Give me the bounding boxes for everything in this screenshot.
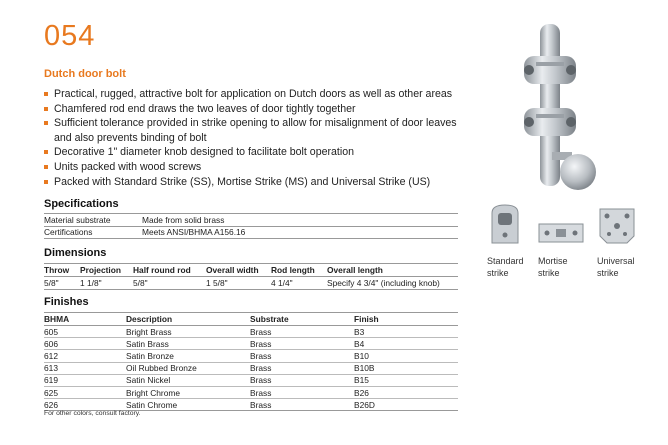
column-header: Finish <box>354 313 458 326</box>
table-row <box>44 226 458 239</box>
table-header-row <box>44 313 458 326</box>
standard-strike-label <box>487 256 524 279</box>
feature-item: Units packed with wood screws <box>44 160 469 175</box>
column-header: Overall width <box>206 264 271 277</box>
strike-label-line: strike <box>487 267 509 278</box>
table-row <box>44 277 458 290</box>
dimension-value: 5/8" <box>44 277 80 290</box>
feature-list <box>44 87 469 189</box>
dutch-door-bolt-image <box>508 22 614 198</box>
strike-label-line: Universal <box>597 256 635 266</box>
specifications-table <box>44 213 458 239</box>
bhma-cell: 605 <box>44 326 126 338</box>
bhma-cell: 619 <box>44 374 126 386</box>
specifications-title: Specifications <box>44 198 119 210</box>
bhma-cell: 612 <box>44 350 126 362</box>
dimensions-table <box>44 263 458 290</box>
mortise-strike-image <box>538 222 584 244</box>
dimension-value: 4 1/4" <box>271 277 327 290</box>
table-row <box>44 399 458 411</box>
feature-item: Packed with Standard Strike (SS), Mortise Strike (MS) and Universal Strike (US) <box>44 175 469 190</box>
bhma-cell: 625 <box>44 386 126 398</box>
feature-item: Decorative 1" diameter knob designed to facilitate bolt operation <box>44 145 469 160</box>
dimensions-title: Dimensions <box>44 247 107 259</box>
table-row <box>44 326 458 338</box>
substrate-cell: Brass <box>250 350 354 362</box>
finish-cell: B26 <box>354 386 458 398</box>
table-row <box>44 362 458 374</box>
table-row <box>44 350 458 362</box>
bhma-cell: 613 <box>44 362 126 374</box>
finish-cell: B26D <box>354 399 458 411</box>
standard-strike-image <box>488 203 522 245</box>
spec-value: Meets ANSI/BHMA A156.16 <box>142 226 458 239</box>
column-header: Half round rod <box>133 264 206 277</box>
column-header: Overall length <box>327 264 458 277</box>
description-cell: Satin Chrome <box>126 399 250 411</box>
finish-cell: B4 <box>354 338 458 350</box>
dimension-value: 5/8" <box>133 277 206 290</box>
dimension-value: Specify 4 3/4" (including knob) <box>327 277 458 290</box>
feature-item: Chamfered rod end draws the two leaves of door tightly together <box>44 102 469 117</box>
spec-label: Certifications <box>44 226 142 239</box>
substrate-cell: Brass <box>250 374 354 386</box>
spec-label: Material substrate <box>44 214 142 227</box>
column-header: BHMA <box>44 313 126 326</box>
spec-value: Made from solid brass <box>142 214 458 227</box>
finishes-title: Finishes <box>44 296 89 308</box>
table-header-row <box>44 264 458 277</box>
description-cell: Satin Nickel <box>126 374 250 386</box>
table-row <box>44 214 458 227</box>
feature-item: Practical, rugged, attractive bolt for application on Dutch doors as well as other areas <box>44 87 469 102</box>
product-name: Dutch door bolt <box>44 68 126 80</box>
finish-cell: B10B <box>354 362 458 374</box>
universal-strike-label <box>597 256 635 279</box>
description-cell: Satin Brass <box>126 338 250 350</box>
description-cell: Bright Chrome <box>126 386 250 398</box>
substrate-cell: Brass <box>250 338 354 350</box>
finish-cell: B3 <box>354 326 458 338</box>
strike-label-line: Standard <box>487 256 524 266</box>
table-row <box>44 386 458 398</box>
description-cell: Bright Brass <box>126 326 250 338</box>
description-cell: Satin Bronze <box>126 350 250 362</box>
bhma-cell: 606 <box>44 338 126 350</box>
description-cell: Oil Rubbed Bronze <box>126 362 250 374</box>
dimension-value: 1 5/8" <box>206 277 271 290</box>
dimension-value: 1 1/8" <box>80 277 133 290</box>
finish-cell: B10 <box>354 350 458 362</box>
finishes-table <box>44 312 458 411</box>
substrate-cell: Brass <box>250 326 354 338</box>
feature-item: Sufficient tolerance provided in strike opening to allow for misalignment of door leaves and also prevents binding of bolt <box>44 116 469 145</box>
strike-label-line: strike <box>538 267 560 278</box>
table-row <box>44 338 458 350</box>
column-header: Throw <box>44 264 80 277</box>
column-header: Rod length <box>271 264 327 277</box>
substrate-cell: Brass <box>250 362 354 374</box>
footnote: For other colors, consult factory. <box>44 410 141 417</box>
table-row <box>44 374 458 386</box>
mortise-strike-label <box>538 256 568 279</box>
substrate-cell: Brass <box>250 399 354 411</box>
column-header: Projection <box>80 264 133 277</box>
universal-strike-image <box>597 206 637 246</box>
finish-cell: B15 <box>354 374 458 386</box>
bhma-cell: 626 <box>44 399 126 411</box>
substrate-cell: Brass <box>250 386 354 398</box>
product-number: 054 <box>44 20 96 52</box>
strike-label-line: strike <box>597 267 619 278</box>
column-header: Description <box>126 313 250 326</box>
strike-label-line: Mortise <box>538 256 568 266</box>
column-header: Substrate <box>250 313 354 326</box>
